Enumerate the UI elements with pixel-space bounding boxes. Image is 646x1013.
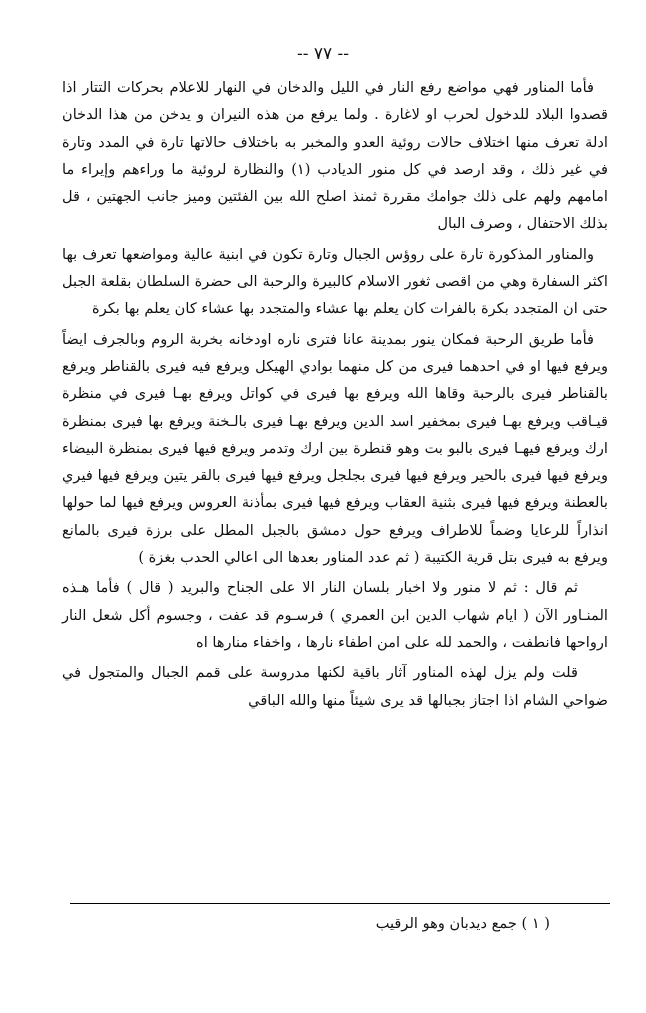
main-text [62,74,608,717]
footnote-divider [70,903,610,904]
page-number: -- ٧٧ -- [296,44,350,64]
paragraph-author-note: قلت ولم يزل لهذه المناور آثار باقية لكنها مدروسة على قمم الجبال والمتجول في ضواحي الشام اذا اجتاز بجبالها قد يرى شيئاً منها والله الباقي [62,664,608,709]
paragraph-quote: ثم قال : ثم لا منور ولا اخبار بلسان النار الا على الجناح والبريد ( قال ) فأما هـذه المنـاور الآن ( ايام شهاب الدين ابن العمري ) فرسـوم قد عفت ، وجسوم أكل شعل النار ارواحها فانطفت ، والحمد لله على امن اطفاء نارها ، واخفاء منارها اه [62,579,608,651]
paragraph-beacon-locations: والمناور المذكورة تارة على روؤس الجبال وتارة تكون في ابنية عالية ومواضعها تعرف بها اكثر السفارة وهي من اقصى ثغور الاسلام كالبيرة والرحبة الى حضرة السلطان بقلعة الجبل حتى ان المتجدد بكرة بالفرات كان يعلم بها عشاء والمتجدد بها عشاء كان يعلم بها بكرة [62,245,608,318]
paragraph-beacons-intro: فأما المناور فهي مواضع رفع النار في الليل والدخان في النهار للاعلام بحركات التتار اذا قصدوا البلاد للدخول لحرب او لاغارة . ولما يرفع من هذه النيران و يدخن من هذا الدخان ادلة تعرف منها اختلاف حالات روئية العدو والمخبر به باختلاف حالاتها تارة في المدد وتارة في غير ذلك ، وقد ارصد في كل منور الديادب (١) والنظارة لروئية ما وراءهم وإيراء ما امامهم ولهم على ذلك جوامك مقررة ثمنذ اصلح الله بين الفئتين وميز جانب الجهتين ، قل بذلك الاحتفال ، وصرف البال [62,79,608,233]
paragraph-rahba-route: فأما طريق الرحبة فمكان ينور بمدينة عانا فترى ناره اودخانه بخربة الروم وبالجرف ايضاً ويرفع فيها او في احدهما فيرى من كل منهما بوادي الهيكل ويرفع فيه فيرى بالقناطر ويرفع بالقناطر فيرى بالرحبة وقاها الله ويرفع بها فيرى في كواتل ويرفع بهـا فيرى في منظرة قيـاقب ويرفع بهـا فيرى بمخفير اسد الدين ويرفع بهـا فيرى بالـخنة ويرفع بها فيرى بمنظرة ارك ويرفع فيهـا فيرى بالبو بت وهو قنطرة بين ارك وتدمر ويرفع فيها فيرى بمنظرة البيضاء ويرفع فيها فيرى بالحير ويرفع فيها فيرى بجلجل ويرفع فيها فيرى بالقر يتين ويرفع فيها فيري بالعطنة ويرفع فيها فيرى بثنية العقاب ويرفع فيها فيرى بمأذنة العروس ويرفع فيها لما حولها انذاراً للرعايا وضماً للاطراف ويرفع حول دمشق بالجبل المطل على برزة فيرى بالمانع ويرفع به فيرى بتل قرية الكتيبة ( ثم عدد المناور بعدها الى اعالي الحدب بغزة ) [62,330,608,567]
footnote: ( ١ ) جمع ديدبان وهو الرقيب [375,915,550,932]
